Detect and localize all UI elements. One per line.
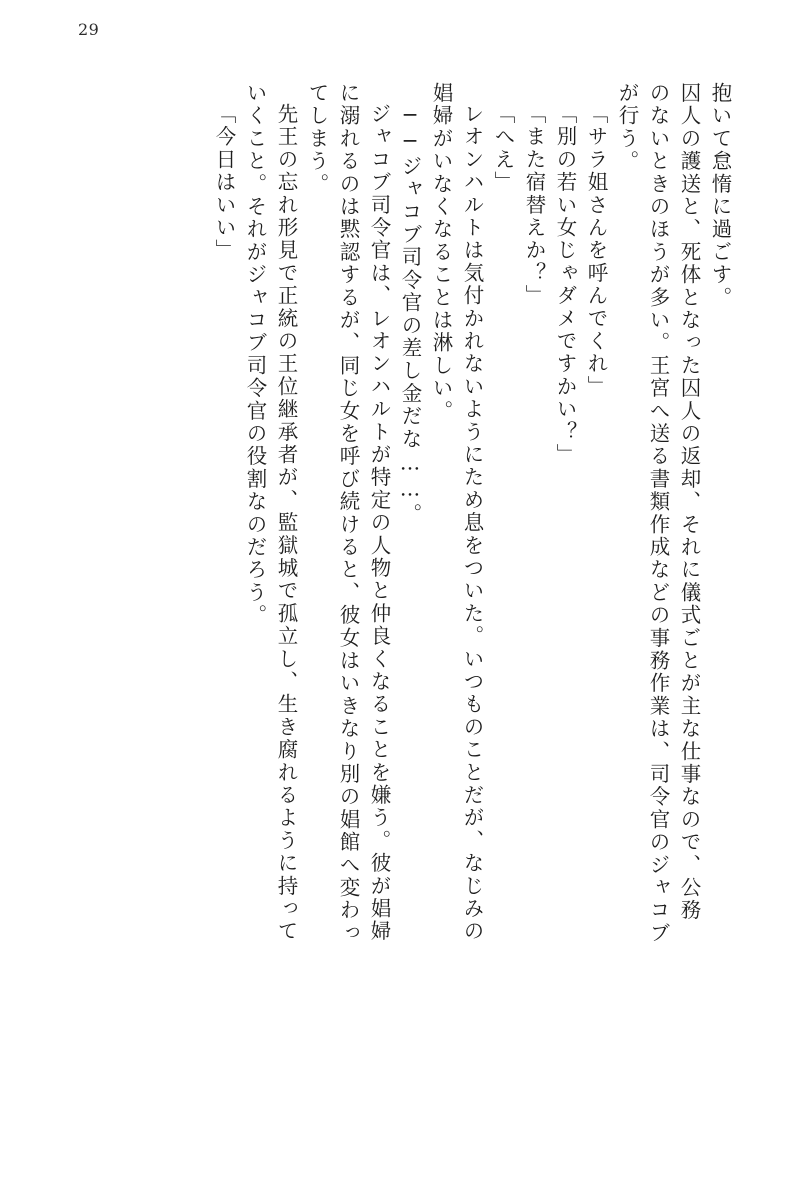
text-line: に溺れるのは黙認するが、同じ女を呼び続けると、彼女はいきなり別の娼館へ変わっ xyxy=(336,82,360,945)
text-line: 「サラ姐さんを呼んでくれ」 xyxy=(584,103,608,399)
text-line: 囚人の護送と、死体となった囚人の返却、それに儀式ごとが主な仕事なので、公務 xyxy=(677,82,701,922)
text-line: ジャコブ司令官は、レオンハルトが特定の人物と仲良くなることを嫌う。彼が娼婦 xyxy=(367,103,391,943)
text-line: てしまう。 xyxy=(305,82,329,196)
text-line: 「別の若い女じゃダメですかい？」 xyxy=(553,103,577,467)
text-line: レオンハルトは気付かれないようにため息をついた。いつものことだが、なじみの xyxy=(460,103,484,943)
text-line: 先王の忘れ形見で正統の王位継承者が、監獄城で孤立し、生き腐れるように持って xyxy=(274,103,298,943)
text-line: 「へえ」 xyxy=(491,103,515,194)
text-line: 抱いて怠惰に過ごす。 xyxy=(708,82,732,309)
text-line: 「また宿替えか？」 xyxy=(522,103,546,308)
text-line: が行う。 xyxy=(615,82,639,173)
page-number: 29 xyxy=(78,20,100,39)
text-line: のないときのほうが多い。王宮へ送る書類作成などの事務作業は、司令官のジャコブ xyxy=(646,82,670,945)
vertical-text-body xyxy=(90,82,730,1157)
text-line: ──ジャコブ司令官の差し金だな……。 xyxy=(398,103,422,526)
text-line: いくこと。それがジャコブ司令官の役割なのだろう。 xyxy=(243,82,267,627)
text-line: 「今日はいい」 xyxy=(212,103,236,262)
text-line: 娼婦がいなくなることは淋しい。 xyxy=(429,82,453,423)
